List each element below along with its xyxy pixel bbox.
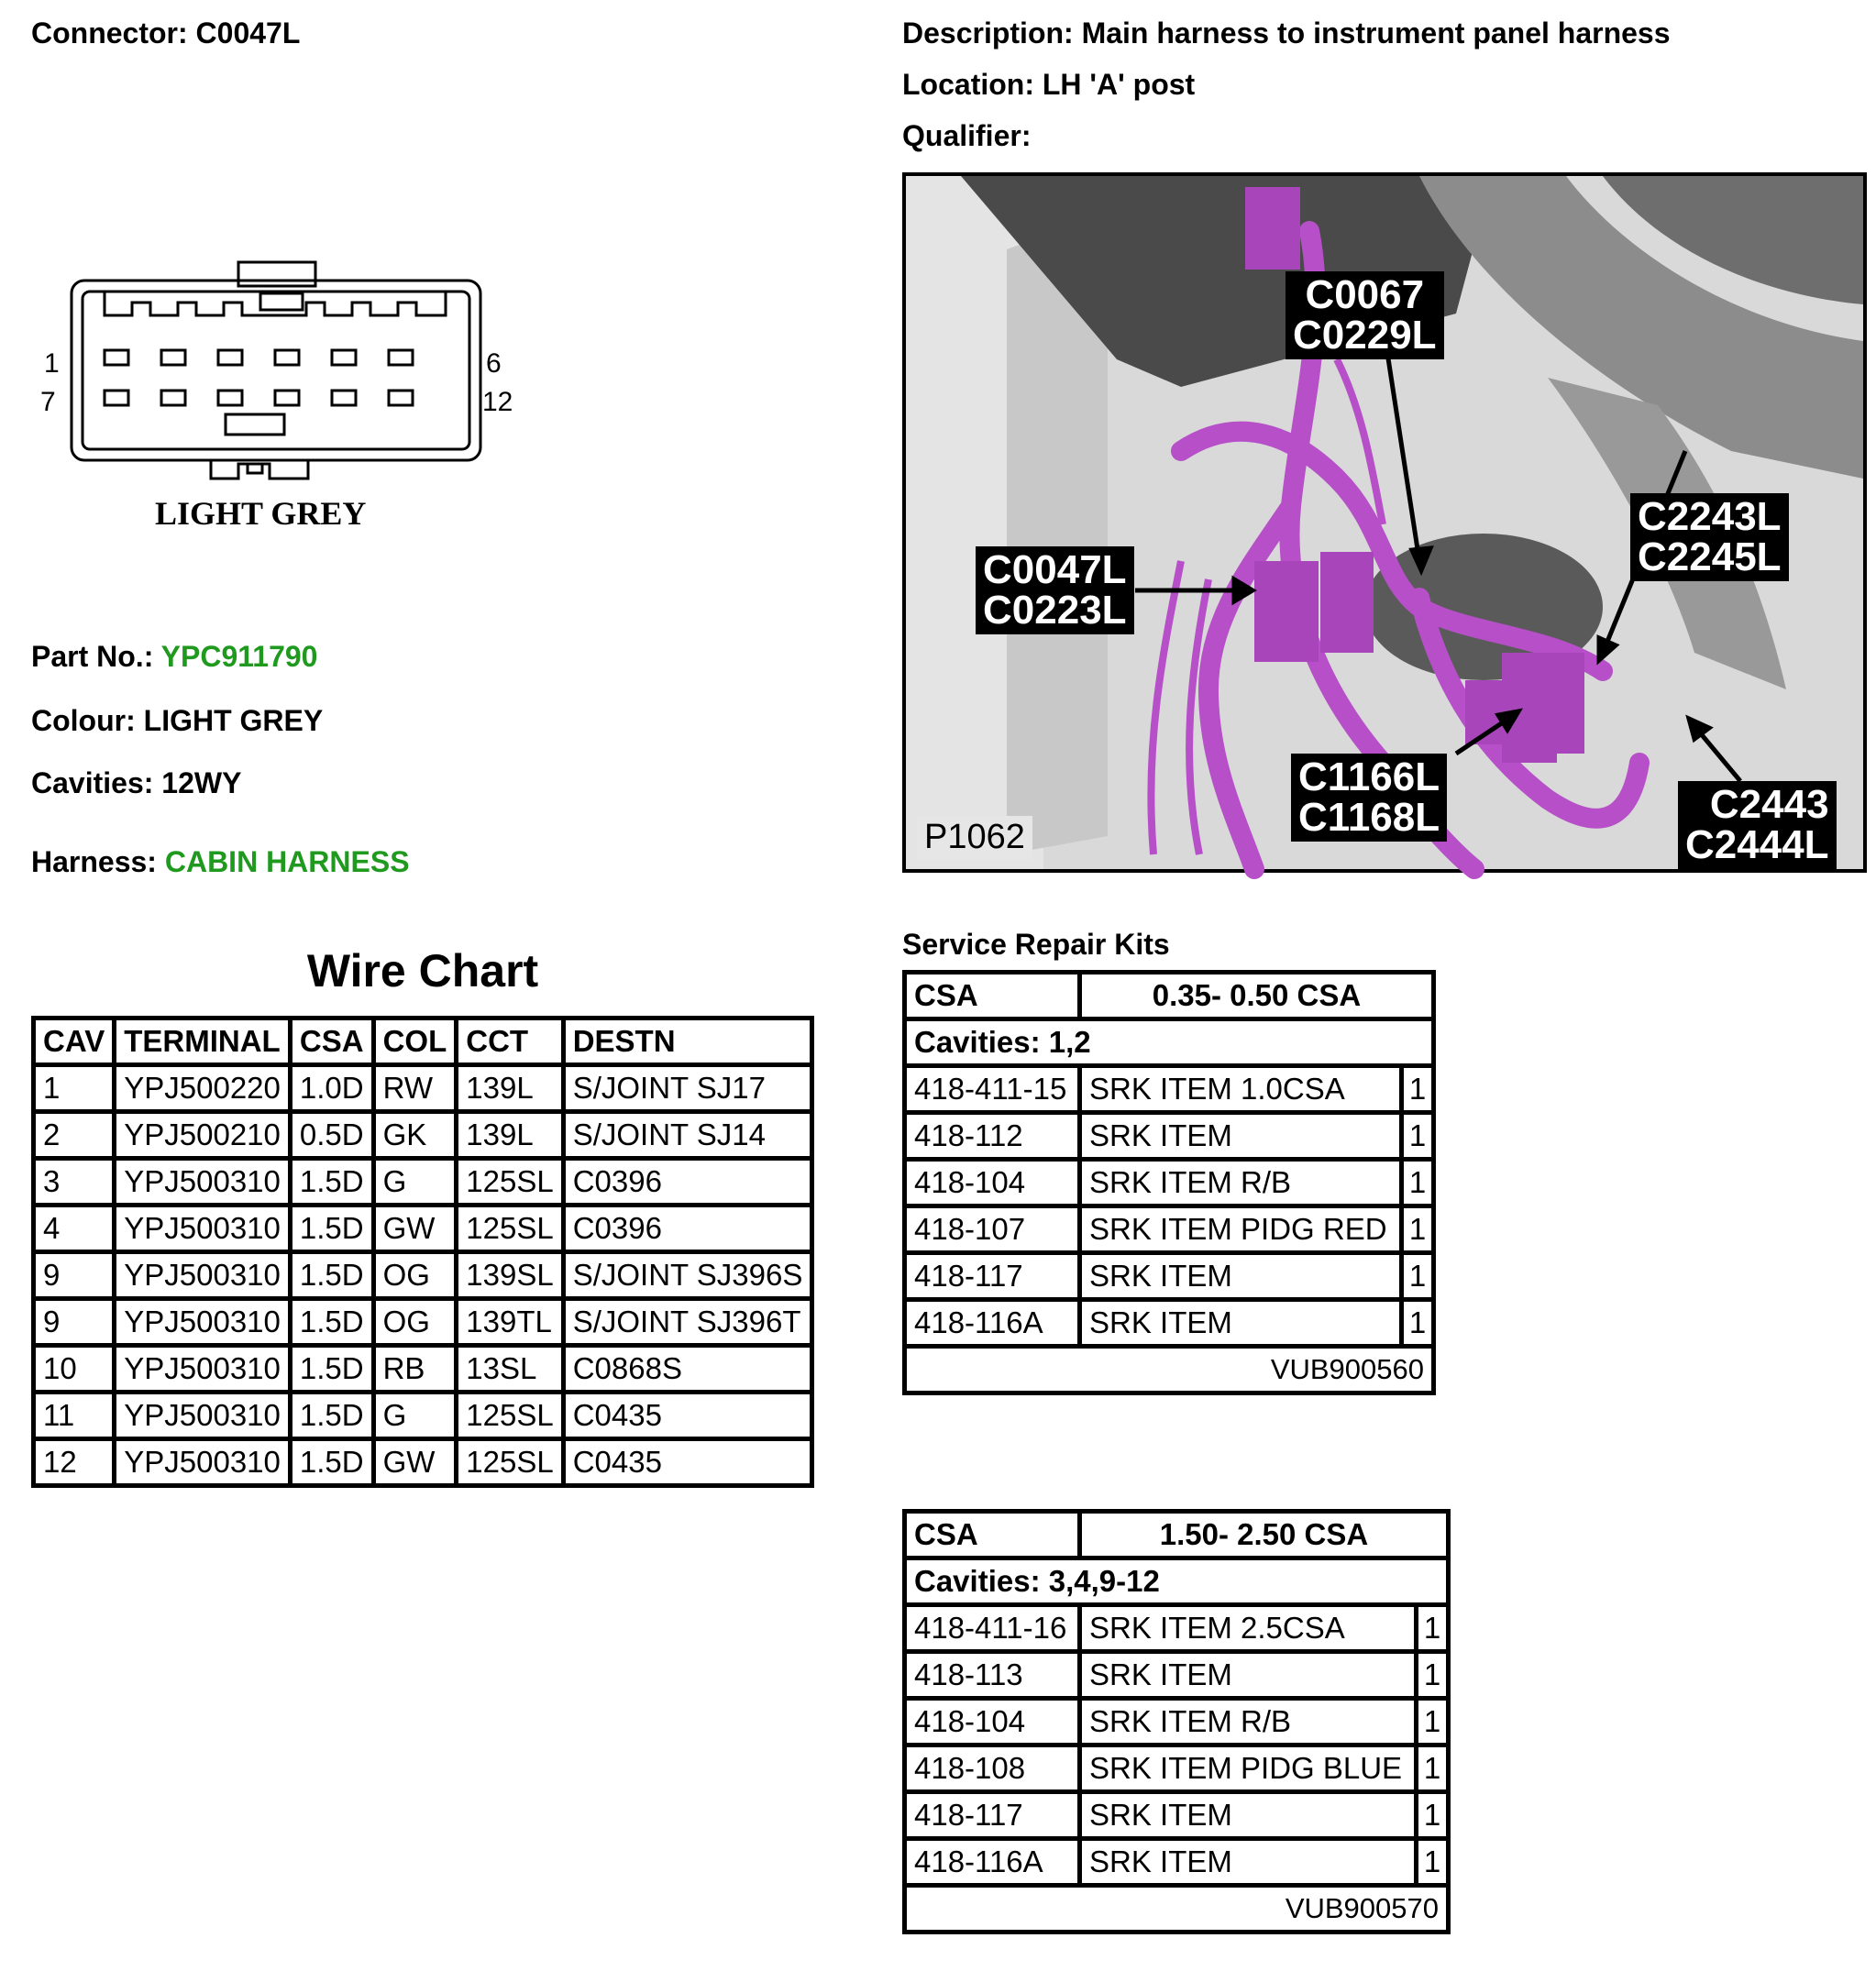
connector-value: C0047L bbox=[195, 17, 301, 50]
cell-destn: S/JOINT SJ17 bbox=[563, 1065, 812, 1112]
wire-chart-title: Wire Chart bbox=[306, 945, 539, 997]
cell-csa: 0.5D bbox=[290, 1112, 373, 1159]
cell-cav: 4 bbox=[34, 1206, 115, 1252]
cell-cav: 11 bbox=[34, 1393, 115, 1439]
cell-terminal: YPJ500310 bbox=[115, 1346, 291, 1393]
kit-item-qty: 1 bbox=[1402, 1066, 1434, 1113]
colour-label: Colour: bbox=[31, 704, 136, 737]
cell-terminal: YPJ500310 bbox=[115, 1252, 291, 1299]
table-row bbox=[34, 1159, 812, 1206]
cell-terminal: YPJ500220 bbox=[115, 1065, 291, 1112]
harness-line bbox=[31, 843, 410, 880]
cavities-label: Cavities: bbox=[31, 766, 154, 799]
connector-line bbox=[31, 15, 300, 51]
kit-item-part: 418-113 bbox=[905, 1652, 1080, 1699]
cell-cct: 125SL bbox=[457, 1393, 563, 1439]
table-row bbox=[905, 1699, 1449, 1745]
kit-item-desc: SRK ITEM bbox=[1080, 1253, 1402, 1300]
cell-csa: 1.5D bbox=[290, 1439, 373, 1486]
kit-item-qty: 1 bbox=[1402, 1253, 1434, 1300]
table-row bbox=[905, 1300, 1434, 1347]
table-row bbox=[905, 1253, 1434, 1300]
kit-item-part: 418-117 bbox=[905, 1253, 1080, 1300]
location-photo bbox=[902, 172, 1867, 873]
cavities-line bbox=[31, 765, 241, 801]
kit-item-desc: SRK ITEM 1.0CSA bbox=[1080, 1066, 1402, 1113]
kit-item-part: 418-411-15 bbox=[905, 1066, 1080, 1113]
cell-csa: 1.0D bbox=[290, 1065, 373, 1112]
col-header-destn: DESTN bbox=[563, 1019, 812, 1065]
cell-destn: C0396 bbox=[563, 1206, 812, 1252]
location-value: LH 'A' post bbox=[1042, 68, 1196, 101]
callout-c2243l: C2243L C2245L bbox=[1630, 493, 1789, 581]
table-row bbox=[34, 1346, 812, 1393]
kit-item-desc: SRK ITEM bbox=[1080, 1113, 1402, 1160]
callout-c2443: C2443 C2444L bbox=[1678, 781, 1837, 869]
kit-item-qty: 1 bbox=[1417, 1792, 1449, 1839]
kit-number: VUB900560 bbox=[905, 1347, 1434, 1393]
col-header-cav: CAV bbox=[34, 1019, 115, 1065]
kit-csa-range: 1.50- 2.50 CSA bbox=[1080, 1512, 1449, 1558]
connector-diagram bbox=[31, 248, 513, 550]
kit-item-desc: SRK ITEM R/B bbox=[1080, 1699, 1417, 1745]
pin-7-label: 7 bbox=[40, 387, 56, 417]
cell-terminal: YPJ500310 bbox=[115, 1206, 291, 1252]
kit-csa-range: 0.35- 0.50 CSA bbox=[1080, 973, 1434, 1019]
table-row bbox=[905, 1839, 1449, 1886]
kit-item-part: 418-104 bbox=[905, 1699, 1080, 1745]
table-row bbox=[34, 1299, 812, 1346]
table-row bbox=[905, 1160, 1434, 1206]
kit-item-desc: SRK ITEM bbox=[1080, 1839, 1417, 1886]
cell-col: GW bbox=[373, 1439, 457, 1486]
kit-item-qty: 1 bbox=[1417, 1699, 1449, 1745]
cell-cav: 3 bbox=[34, 1159, 115, 1206]
pin-12-label: 12 bbox=[482, 387, 513, 417]
kit-item-desc: SRK ITEM PIDG RED bbox=[1080, 1206, 1402, 1253]
table-row bbox=[34, 1065, 812, 1112]
table-row bbox=[905, 1206, 1434, 1253]
kit-item-desc: SRK ITEM PIDG BLUE bbox=[1080, 1745, 1417, 1792]
kit-item-desc: SRK ITEM bbox=[1080, 1300, 1402, 1347]
callout-c0047l: C0047L C0223L bbox=[976, 546, 1134, 634]
kit-item-desc: SRK ITEM 2.5CSA bbox=[1080, 1605, 1417, 1652]
kit-item-qty: 1 bbox=[1417, 1652, 1449, 1699]
table-row bbox=[34, 1252, 812, 1299]
kit-item-qty: 1 bbox=[1402, 1160, 1434, 1206]
cell-terminal: YPJ500210 bbox=[115, 1112, 291, 1159]
service-kit-table-1 bbox=[902, 970, 1436, 1395]
cell-destn: S/JOINT SJ14 bbox=[563, 1112, 812, 1159]
cell-csa: 1.5D bbox=[290, 1393, 373, 1439]
table-row bbox=[34, 1439, 812, 1486]
cell-destn: C0868S bbox=[563, 1346, 812, 1393]
description-value: Main harness to instrument panel harness bbox=[1081, 17, 1671, 50]
cell-cct: 13SL bbox=[457, 1346, 563, 1393]
cell-destn: C0396 bbox=[563, 1159, 812, 1206]
cell-terminal: YPJ500310 bbox=[115, 1299, 291, 1346]
pin-6-label: 6 bbox=[486, 348, 502, 379]
cell-col: OG bbox=[373, 1252, 457, 1299]
cell-col: GW bbox=[373, 1206, 457, 1252]
callout-c1166l: C1166L C1168L bbox=[1291, 754, 1447, 842]
table-row bbox=[905, 1605, 1449, 1652]
cell-csa: 1.5D bbox=[290, 1206, 373, 1252]
cell-cav: 12 bbox=[34, 1439, 115, 1486]
cell-cct: 139SL bbox=[457, 1252, 563, 1299]
wire-chart-table bbox=[31, 1016, 814, 1488]
connector-face-drawing bbox=[31, 248, 513, 550]
kit-item-part: 418-104 bbox=[905, 1160, 1080, 1206]
kit-item-part: 418-117 bbox=[905, 1792, 1080, 1839]
table-row bbox=[905, 1745, 1449, 1792]
kit-item-desc: SRK ITEM bbox=[1080, 1652, 1417, 1699]
cell-destn: C0435 bbox=[563, 1393, 812, 1439]
col-header-col: COL bbox=[373, 1019, 457, 1065]
colour-value: LIGHT GREY bbox=[143, 704, 324, 737]
qualifier-line bbox=[902, 117, 1031, 154]
part-no-value[interactable]: YPC911790 bbox=[160, 640, 318, 673]
kit-item-desc: SRK ITEM bbox=[1080, 1792, 1417, 1839]
cell-csa: 1.5D bbox=[290, 1346, 373, 1393]
cell-cct: 125SL bbox=[457, 1439, 563, 1486]
cell-csa: 1.5D bbox=[290, 1159, 373, 1206]
table-row bbox=[905, 1113, 1434, 1160]
cell-cav: 9 bbox=[34, 1252, 115, 1299]
cell-cav: 2 bbox=[34, 1112, 115, 1159]
cell-terminal: YPJ500310 bbox=[115, 1159, 291, 1206]
kit-item-qty: 1 bbox=[1402, 1206, 1434, 1253]
callout-c0067: C0067 C0229L bbox=[1286, 271, 1444, 359]
service-kit-table-2 bbox=[902, 1509, 1451, 1934]
kit-item-desc: SRK ITEM R/B bbox=[1080, 1160, 1402, 1206]
cell-cct: 125SL bbox=[457, 1159, 563, 1206]
kit-item-part: 418-116A bbox=[905, 1839, 1080, 1886]
table-row bbox=[905, 1652, 1449, 1699]
col-header-csa: CSA bbox=[290, 1019, 373, 1065]
cell-cct: 125SL bbox=[457, 1206, 563, 1252]
col-header-terminal: TERMINAL bbox=[115, 1019, 291, 1065]
cell-destn: C0435 bbox=[563, 1439, 812, 1486]
kit-cavities: Cavities: 3,4,9-12 bbox=[905, 1558, 1449, 1605]
cavities-value: 12WY bbox=[161, 766, 242, 799]
photo-id: P1062 bbox=[917, 816, 1032, 859]
kit-number: VUB900570 bbox=[905, 1886, 1449, 1932]
kit-item-qty: 1 bbox=[1402, 1300, 1434, 1347]
cell-cct: 139L bbox=[457, 1065, 563, 1112]
description-line bbox=[902, 15, 1671, 51]
cell-col: G bbox=[373, 1159, 457, 1206]
cell-terminal: YPJ500310 bbox=[115, 1393, 291, 1439]
cell-destn: S/JOINT SJ396S bbox=[563, 1252, 812, 1299]
kit-item-part: 418-112 bbox=[905, 1113, 1080, 1160]
kit-cavities: Cavities: 1,2 bbox=[905, 1019, 1434, 1066]
cell-terminal: YPJ500310 bbox=[115, 1439, 291, 1486]
kit-item-qty: 1 bbox=[1417, 1745, 1449, 1792]
kit-csa-label: CSA bbox=[905, 1512, 1080, 1558]
cell-col: G bbox=[373, 1393, 457, 1439]
connector-label: Connector: bbox=[31, 17, 188, 50]
cell-cct: 139TL bbox=[457, 1299, 563, 1346]
cell-csa: 1.5D bbox=[290, 1299, 373, 1346]
pin-1-label: 1 bbox=[44, 348, 60, 379]
cell-col: RB bbox=[373, 1346, 457, 1393]
kit-item-qty: 1 bbox=[1402, 1113, 1434, 1160]
col-header-cct: CCT bbox=[457, 1019, 563, 1065]
cell-csa: 1.5D bbox=[290, 1252, 373, 1299]
cell-col: RW bbox=[373, 1065, 457, 1112]
table-row bbox=[34, 1393, 812, 1439]
harness-value[interactable]: CABIN HARNESS bbox=[164, 845, 410, 878]
location-line bbox=[902, 66, 1195, 103]
service-kits-title: Service Repair Kits bbox=[902, 928, 1170, 961]
table-row bbox=[34, 1206, 812, 1252]
cell-destn: S/JOINT SJ396T bbox=[563, 1299, 812, 1346]
part-no-label: Part No.: bbox=[31, 640, 154, 673]
colour-line bbox=[31, 702, 323, 739]
kit-item-part: 418-107 bbox=[905, 1206, 1080, 1253]
cell-cav: 10 bbox=[34, 1346, 115, 1393]
table-row bbox=[905, 1792, 1449, 1839]
table-row bbox=[34, 1112, 812, 1159]
kit-item-part: 418-108 bbox=[905, 1745, 1080, 1792]
table-row bbox=[905, 1066, 1434, 1113]
harness-label: Harness: bbox=[31, 845, 157, 878]
cell-cct: 139L bbox=[457, 1112, 563, 1159]
location-label: Location: bbox=[902, 68, 1034, 101]
qualifier-label: Qualifier: bbox=[902, 119, 1032, 152]
cell-cav: 1 bbox=[34, 1065, 115, 1112]
kit-item-part: 418-411-16 bbox=[905, 1605, 1080, 1652]
cell-col: OG bbox=[373, 1299, 457, 1346]
wire-chart-header-row bbox=[34, 1019, 812, 1065]
cell-cav: 9 bbox=[34, 1299, 115, 1346]
kit-item-qty: 1 bbox=[1417, 1839, 1449, 1886]
kit-csa-label: CSA bbox=[905, 973, 1080, 1019]
kit-item-qty: 1 bbox=[1417, 1605, 1449, 1652]
diagram-colour-caption: LIGHT GREY bbox=[155, 495, 367, 532]
kit-item-part: 418-116A bbox=[905, 1300, 1080, 1347]
description-label: Description: bbox=[902, 17, 1074, 50]
cell-col: GK bbox=[373, 1112, 457, 1159]
part-no-line bbox=[31, 638, 317, 675]
